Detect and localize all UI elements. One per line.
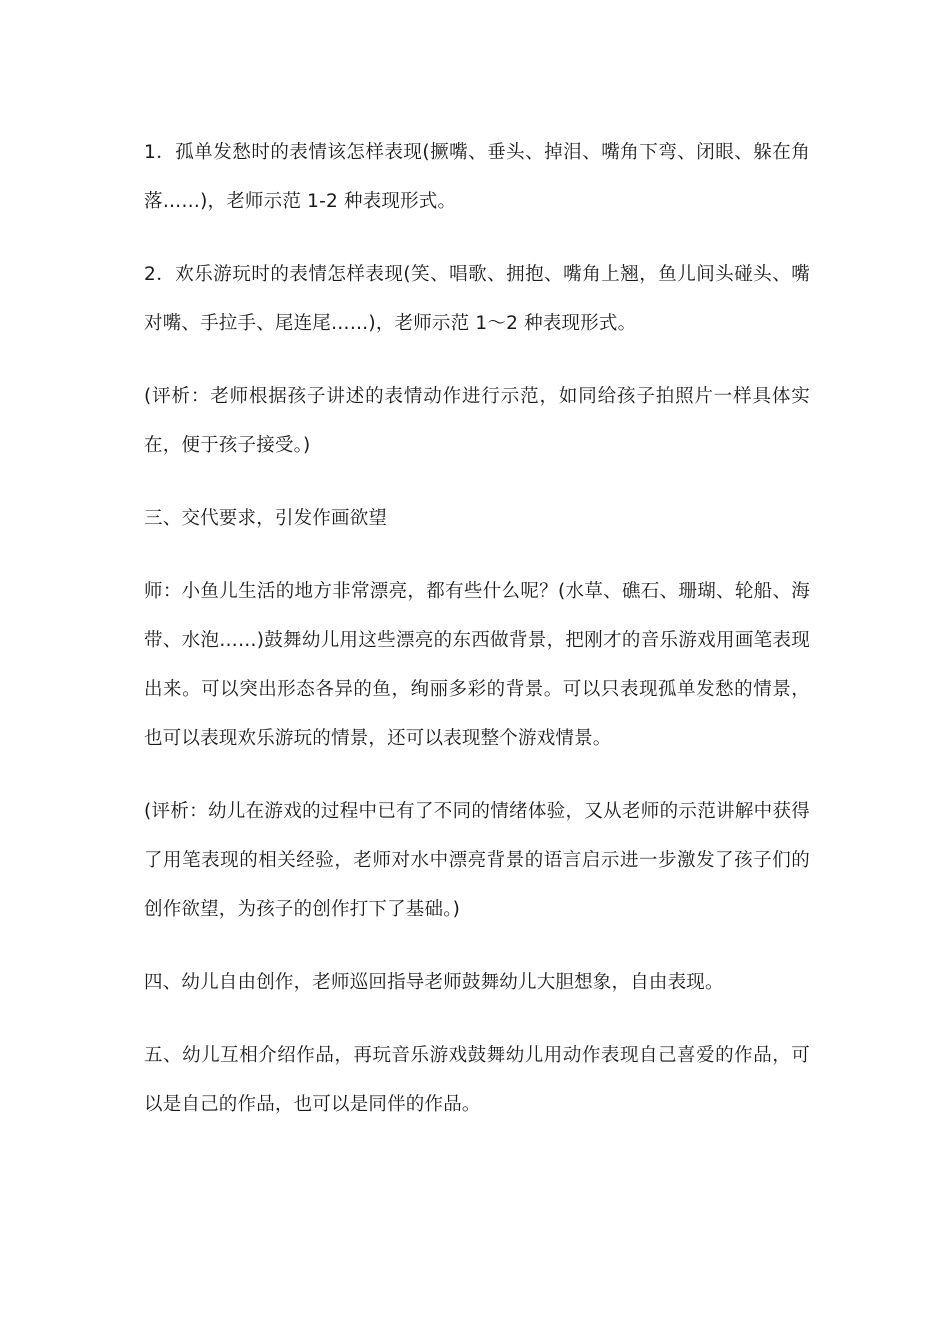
paragraph-comment-1: (评析：老师根据孩子讲述的表情动作进行示范，如同给孩子拍照片一样具体实在，便于孩子接受。): [144, 386, 810, 456]
paragraph-teacher: 师：小鱼儿生活的地方非常漂亮，都有些什么呢？(水草、礁石、珊瑚、轮船、海带、水泡……)鼓舞幼儿用这些漂亮的东西做背景，把刚才的音乐游戏用画笔表现出来。可以突出形态各异的鱼，绚丽多彩的背景。可以只表现孤单发愁的情景，也可以表现欢乐游玩的情景，还可以表现整个游戏情景。: [144, 581, 810, 749]
section-heading-5: 五、幼儿互相介绍作品，再玩音乐游戏鼓舞幼儿用动作表现自己喜爱的作品，可以是自己的作品，也可以是同伴的作品。: [144, 1045, 810, 1115]
section-heading-3: 三、交代要求，引发作画欲望: [144, 508, 388, 529]
paragraph-step-2: 2．欢乐游玩时的表情怎样表现(笑、唱歌、拥抱、嘴角上翘，鱼儿间头碰头、嘴对嘴、手拉手、尾连尾……)，老师示范 1～2 种表现形式。: [144, 264, 810, 334]
document-body: [144, 128, 810, 1153]
paragraph-step-1: 1．孤单发愁时的表情该怎样表现(撅嘴、垂头、掉泪、嘴角下弯、闭眼、躲在角落……)，老师示范 1-2 种表现形式。: [144, 142, 810, 212]
paragraph-comment-2: (评析：幼儿在游戏的过程中已有了不同的情绪体验，又从老师的示范讲解中获得了用笔表现的相关经验，老师对水中漂亮背景的语言启示进一步激发了孩子们的创作欲望，为孩子的创作打下了基础。): [144, 801, 810, 920]
section-heading-4: 四、幼儿自由创作，老师巡回指导老师鼓舞幼儿大胆想象，自由表现。: [144, 972, 724, 993]
